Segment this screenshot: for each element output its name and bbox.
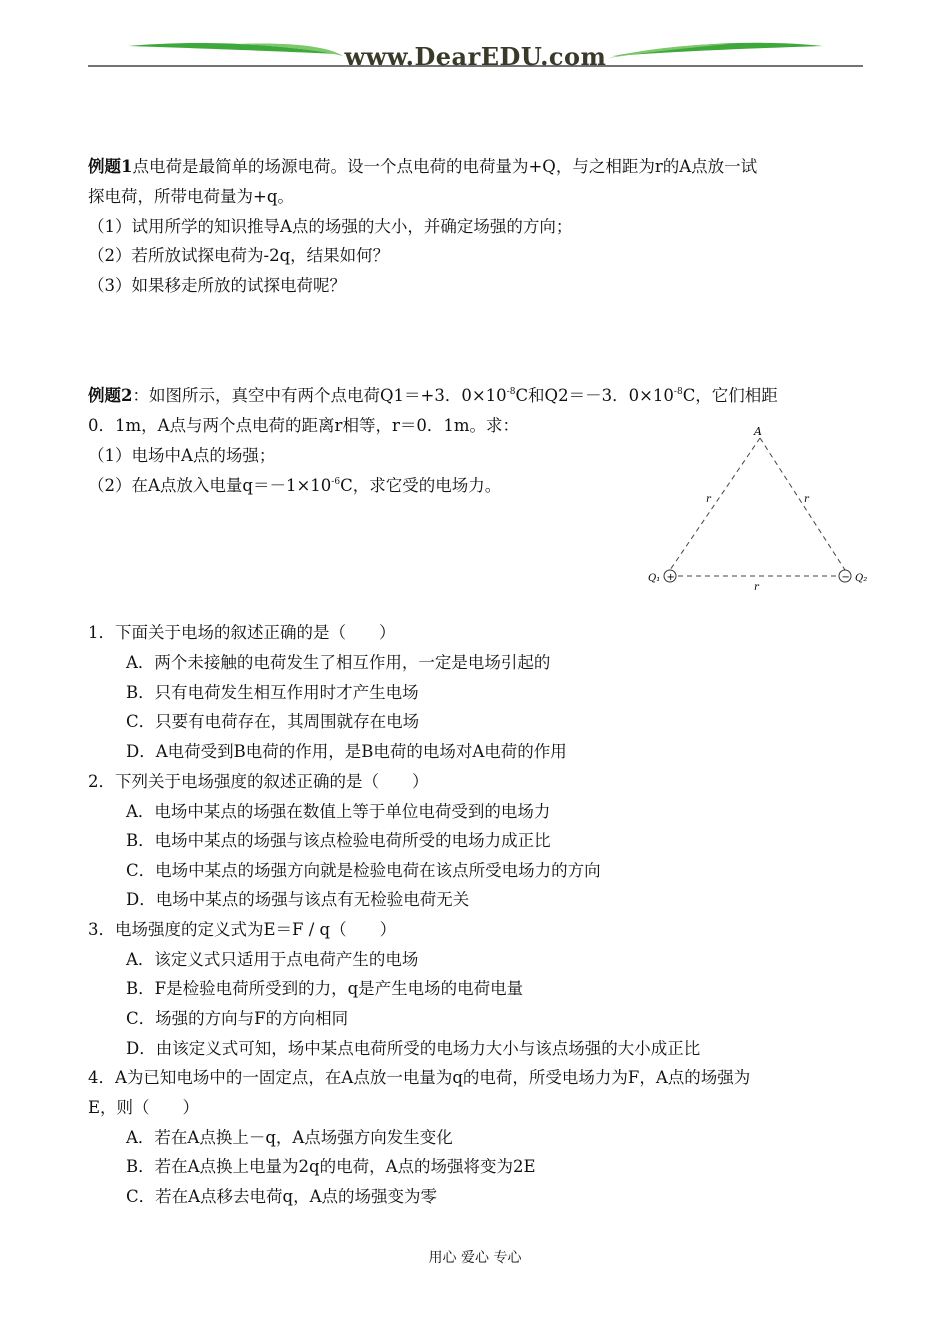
question4-option-a: A．若在A点换上－q，A点场强方向发生变化 [126,1128,453,1147]
question2-option-c: C．电场中某点的场强方向就是检验电荷在该点所受电场力的方向 [126,861,601,880]
example1-question3: （3）如果移走所放的试探电荷呢？ [88,276,346,295]
triangle-diagram [640,420,880,595]
question2-option-a: A．电场中某点的场强在数值上等于单位电荷受到的电场力 [126,802,551,821]
question1-stem: 1．下面关于电场的叙述正确的是（ ） [88,623,396,642]
question4-stem-cont: E，则（ ） [88,1098,200,1117]
example1-line1: 例题1点电荷是最简单的场源电荷。设一个点电荷的电荷量为+Q，与之相距为r的A点放一试 [88,157,758,176]
page-footer: 用心 爱心 专心 [428,1250,522,1266]
question1-option-a: A．两个未接触的电荷发生了相互作用，一定是电场引起的 [126,653,551,672]
side-left-label: r [706,494,711,505]
example2-line2: 0．1m，A点与两个点电荷的距离r相等，r＝0．1m。求： [88,416,519,435]
example1-question2: （2）若所放试探电荷为-2q，结果如何？ [88,246,390,265]
question1-option-d: D．A电荷受到B电荷的作用，是B电荷的电场对A电荷的作用 [126,742,567,761]
svg-text:−: − [841,572,850,583]
question2-stem: 2．下列关于电场强度的叙述正确的是（ ） [88,772,429,791]
question3-option-b: B．F是检验电荷所受到的力，q是产生电场的电荷电量 [126,979,524,998]
side-right-line [760,438,845,570]
side-right-label: r [804,494,809,505]
question2-option-d: D．电场中某点的场强与该点有无检验电荷无关 [126,890,470,909]
question3-option-c: C．场强的方向与F的方向相同 [126,1009,349,1028]
question1-option-b: B．只有电荷发生相互作用时才产生电场 [126,683,419,702]
question3-option-d: D．由该定义式可知，场中某点电荷所受的电场力大小与该点场强的大小成正比 [126,1039,701,1058]
left-charge-label: Q₁ [648,573,661,584]
charge-triangle-figure [640,420,880,599]
example2-label: 例题2 [88,386,133,405]
question4-stem: 4．A为已知电场中的一固定点，在A点放一电量为q的电荷，所受电场力为F，A点的场强为 [88,1068,751,1087]
site-logo-text: www.DearEDU.com [344,42,607,71]
header-banner [88,36,863,70]
example1-question1: （1）试用所学的知识推导A点的场强的大小，并确定场强的方向； [88,217,573,236]
svg-text:+: + [666,572,675,583]
side-bottom-label: r [754,582,759,593]
question2-option-b: B．电场中某点的场强与该点检验电荷所受的电场力成正比 [126,831,551,850]
side-left-line [670,438,760,570]
question3-stem: 3．电场强度的定义式为E＝F / q（ ） [88,920,397,939]
right-charge-label: Q₂ [855,573,868,584]
apex-label: A [754,425,762,438]
example2-question1: （1）电场中A点的场强； [88,446,276,465]
question4-option-c: C．若在A点移去电荷q，A点的场强变为零 [126,1187,438,1206]
question3-option-a: A．该定义式只适用于点电荷产生的电场 [126,950,419,969]
question1-option-c: C．只要有电荷存在，其周围就存在电场 [126,712,420,731]
example2-question2: （2）在A点放入电量$q=-1\times 10^{-6}C$，求它受的电场力。 [88,476,502,495]
example1-label: 例题1 [88,157,133,176]
example1-line2: 探电荷，所带电荷量为+q。 [88,187,294,206]
example2-line1: 例题2：如图所示，真空中有两个点电荷Q1＝+3．$0\times 10^{-8}C$和Q2＝－3．$0\times 10^{-8}C$，它们相距 [88,386,778,405]
question4-option-b: B．若在A点换上电量为2q的电荷，A点的场强将变为2E [126,1157,536,1176]
